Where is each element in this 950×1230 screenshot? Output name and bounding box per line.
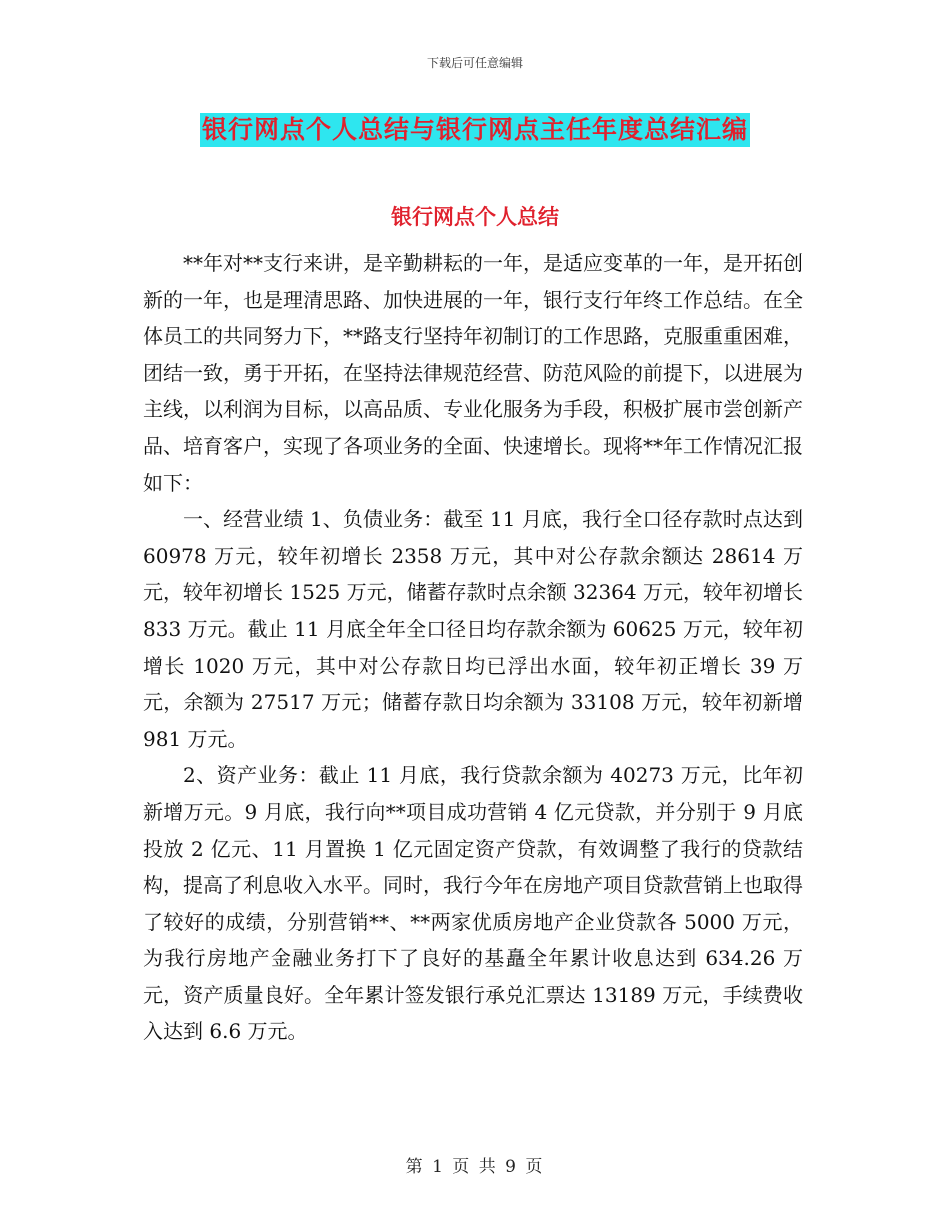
paragraph-asset-business: 2、资产业务：截止 11 月底，我行贷款余额为 40273 万元，比年初新增万元。9 月底，我行向**项目成功营销 4 亿元贷款，并分别于 9 月底投放 2 亿元、11 月置换 1 亿元固定资产贷款，有效调整了我行的贷款结构，提高了利息收入水平。同时，我行今年在房地产项目贷款营销上也取得了较好的成绩，分别营销**、**两家优质房地产企业贷款各 5000 万元，为我行房地产金融业务打下了良好的基矗全年累计收息达到 634.26 万元，资产质量良好。全年累计签发银行承兑汇票达 13189 万元，手续费收入达到 6.6 万元。	[143, 763, 803, 1044]
page-number-footer: 第 1 页 共 9 页	[405, 1157, 545, 1177]
header-note: 下载后可任意编辑	[426, 56, 523, 70]
body-text	[143, 245, 803, 1050]
section-title: 银行网点个人总结	[391, 205, 559, 229]
paragraph-intro: **年对**支行来讲，是辛勤耕耘的一年，是适应变革的一年，是开拓创新的一年，也是理清思路、加快进展的一年，银行支行年终工作总结。在全体员工的共同努力下，**路支行坚持年初制订的工作思路，克服重重困难，团结一致，勇于开拓，在坚持法律规范经营、防范风险的前提下，以进展为主线，以利润为目标，以高品质、专业化服务为手段，积极扩展市尝创新产品、培育客户，实现了各项业务的全面、快速增长。现将**年工作情况汇报如下：	[143, 251, 803, 495]
document-title: 银行网点个人总结与银行网点主任年度总结汇编	[200, 113, 750, 147]
document-title-container	[0, 113, 950, 147]
paragraph-liability-business: 一、经营业绩 1、负债业务：截至 11 月底，我行全口径存款时点达到 60978 万元，较年初增长 2358 万元，其中对公存款余额达 28614 万元，较年初增长 1525 万元，储蓄存款时点余额 32364 万元，较年初增长 833 万元。截止 11 月底全年全口径日均存款余额为 60625 万元，较年初增长 1020 万元，其中对公存款日均已浮出水面，较年初正增长 39 万元，余额为 27517 万元；储蓄存款日均余额为 33108 万元，较年初新增 981 万元。	[143, 507, 803, 751]
